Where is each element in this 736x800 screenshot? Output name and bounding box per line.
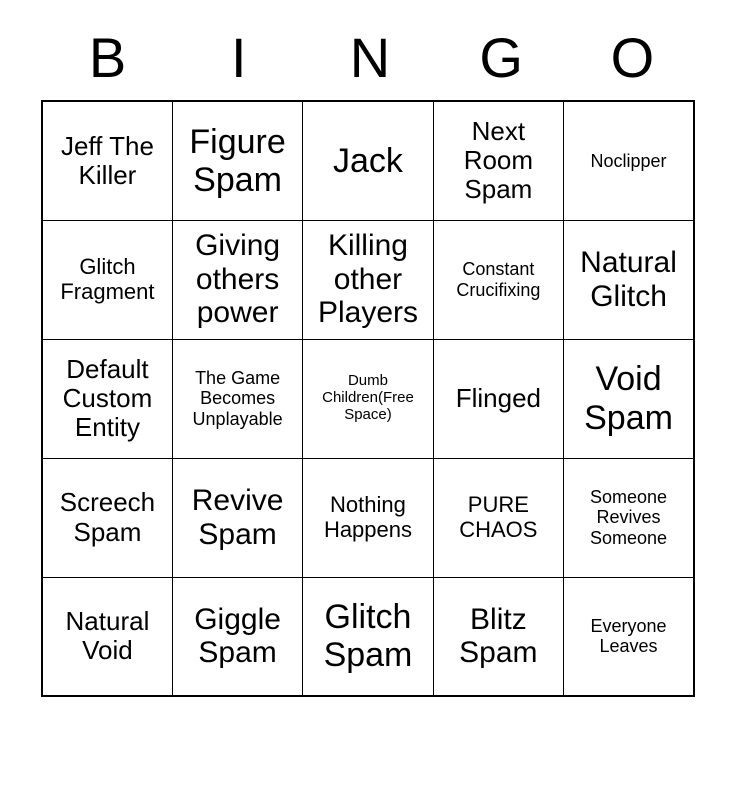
bingo-cell[interactable]: Giggle Spam — [172, 577, 302, 696]
bingo-header — [42, 22, 698, 94]
bingo-cell[interactable]: Revive Spam — [172, 458, 302, 577]
bingo-row — [42, 339, 694, 458]
bingo-cell[interactable]: Jeff The Killer — [42, 101, 172, 220]
bingo-cell[interactable]: Natural Void — [42, 577, 172, 696]
bingo-cell[interactable]: PURE CHAOS — [433, 458, 563, 577]
bingo-cell[interactable]: Blitz Spam — [433, 577, 563, 696]
bingo-cell[interactable]: Killing other Players — [303, 220, 433, 339]
bingo-cell[interactable]: Giving others power — [172, 220, 302, 339]
bingo-cell[interactable]: Nothing Happens — [303, 458, 433, 577]
bingo-header-letter-n: N — [349, 26, 391, 89]
bingo-cell[interactable]: Void Spam — [564, 339, 694, 458]
bingo-cell[interactable]: Glitch Fragment — [42, 220, 172, 339]
bingo-header-letter-b: B — [88, 26, 127, 89]
bingo-cell[interactable]: Jack — [303, 101, 433, 220]
bingo-cell[interactable]: Next Room Spam — [433, 101, 563, 220]
bingo-row — [42, 101, 694, 220]
bingo-cell[interactable]: Everyone Leaves — [564, 577, 694, 696]
bingo-cell[interactable]: Natural Glitch — [564, 220, 694, 339]
bingo-cell[interactable]: The Game Becomes Unplayable — [172, 339, 302, 458]
bingo-row — [42, 577, 694, 696]
bingo-row — [42, 458, 694, 577]
bingo-cell[interactable]: Noclipper — [564, 101, 694, 220]
bingo-header-letter-g: G — [479, 26, 523, 89]
bingo-cell[interactable]: Glitch Spam — [303, 577, 433, 696]
bingo-cell[interactable]: Flinged — [433, 339, 563, 458]
bingo-header-letter-i: I — [231, 26, 247, 89]
bingo-cell[interactable]: Screech Spam — [42, 458, 172, 577]
bingo-cell-free-space[interactable]: Dumb Children(Free Space) — [303, 339, 433, 458]
bingo-cell[interactable]: Default Custom Entity — [42, 339, 172, 458]
bingo-row — [42, 220, 694, 339]
bingo-grid — [41, 100, 695, 697]
bingo-cell[interactable]: Constant Crucifixing — [433, 220, 563, 339]
bingo-cell[interactable]: Figure Spam — [172, 101, 302, 220]
bingo-cell[interactable]: Someone Revives Someone — [564, 458, 694, 577]
bingo-header-letter-o: O — [610, 26, 655, 89]
